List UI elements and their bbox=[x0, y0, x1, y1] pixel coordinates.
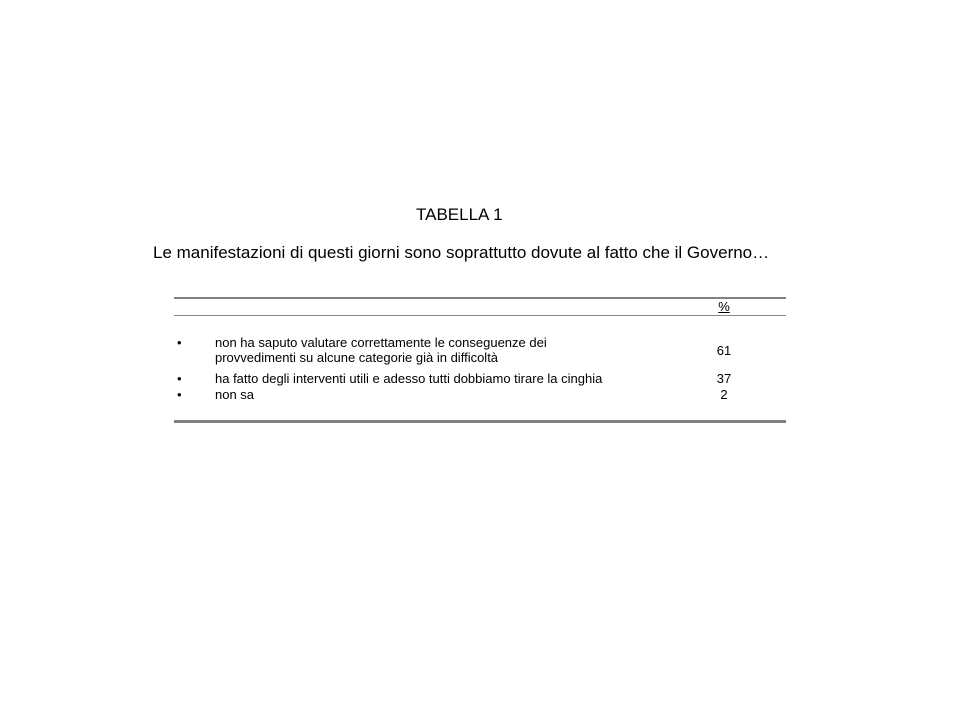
header-rule bbox=[174, 315, 786, 316]
row-label-line: provvedimenti su alcune categorie già in difficoltà bbox=[215, 350, 499, 365]
bullet-icon: • bbox=[177, 387, 182, 402]
row-value: 61 bbox=[716, 343, 732, 358]
table-question: Le manifestazioni di questi giorni sono soprattutto dovute al fatto che il Governo… bbox=[153, 243, 770, 262]
table-bottom-rule bbox=[174, 420, 786, 423]
row-label bbox=[215, 335, 685, 365]
percent-column-header: % bbox=[718, 299, 730, 314]
row-label: ha fatto degli interventi utili e adesso tutti dobbiamo tirare la cinghia bbox=[215, 371, 603, 386]
bullet-icon: • bbox=[177, 371, 182, 386]
table-title: TABELLA 1 bbox=[416, 205, 503, 224]
table-top-rule bbox=[174, 297, 786, 299]
row-label: non sa bbox=[215, 387, 255, 402]
row-value: 2 bbox=[720, 387, 728, 402]
row-value: 37 bbox=[716, 371, 732, 386]
bullet-icon: • bbox=[177, 335, 182, 350]
results-table bbox=[174, 297, 786, 423]
row-label-line: non ha saputo valutare correttamente le conseguenze dei bbox=[215, 335, 547, 350]
